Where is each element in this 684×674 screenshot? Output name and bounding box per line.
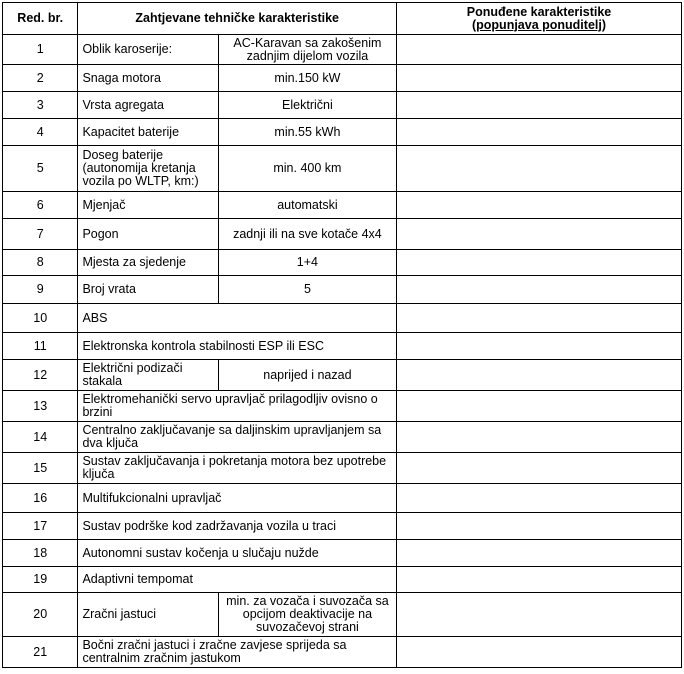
offer-cell[interactable]: [396, 146, 681, 192]
row-num: 19: [3, 567, 78, 593]
row-label: Kapacitet baterije: [78, 119, 218, 146]
offer-cell[interactable]: [396, 35, 681, 65]
row-label: Multifukcionalni upravljač: [78, 484, 397, 513]
row-value: Električni: [218, 92, 396, 119]
header-row: [3, 3, 682, 35]
row-label: Doseg baterije (autonomija kretanja vozila po WLTP, km:): [78, 146, 218, 192]
offer-cell[interactable]: [396, 250, 681, 276]
table-row: [3, 146, 682, 192]
row-value: min. za vozača i suvozača sa opcijom deaktivacije na suvozačevoj strani: [218, 593, 396, 637]
table-row: [3, 484, 682, 513]
row-label: Sustav zaključavanja i pokretanja motora bez upotrebe ključa: [78, 453, 397, 484]
offer-cell[interactable]: [396, 540, 681, 567]
table-row: [3, 453, 682, 484]
row-num: 3: [3, 92, 78, 119]
offer-cell[interactable]: [396, 219, 681, 250]
row-label: Pogon: [78, 219, 218, 250]
row-label: ABS: [78, 304, 397, 333]
row-num: 8: [3, 250, 78, 276]
table-row: [3, 35, 682, 65]
header-offered-sub: (popunjava ponuditelj): [471, 17, 606, 32]
row-value: AC-Karavan sa zakošenim zadnjim dijelom vozila: [218, 35, 396, 65]
row-num: 12: [3, 360, 78, 391]
row-value: automatski: [218, 192, 396, 219]
offer-cell[interactable]: [396, 333, 681, 360]
table-row: [3, 304, 682, 333]
row-num: 18: [3, 540, 78, 567]
row-num: 13: [3, 391, 78, 422]
header-num: Red. br.: [3, 3, 78, 35]
row-value: 1+4: [218, 250, 396, 276]
header-required: Zahtjevane tehničke karakteristike: [78, 3, 397, 35]
offer-cell[interactable]: [396, 513, 681, 540]
row-label: Zračni jastuci: [78, 593, 218, 637]
offer-cell[interactable]: [396, 192, 681, 219]
row-num: 9: [3, 276, 78, 304]
row-num: 1: [3, 35, 78, 65]
offer-cell[interactable]: [396, 304, 681, 333]
table-row: [3, 567, 682, 593]
header-offered: [396, 3, 681, 35]
row-label: Snaga motora: [78, 65, 218, 92]
row-num: 16: [3, 484, 78, 513]
row-label: Broj vrata: [78, 276, 218, 304]
offer-cell[interactable]: [396, 119, 681, 146]
table-row: [3, 92, 682, 119]
row-value: min. 400 km: [218, 146, 396, 192]
offer-cell[interactable]: [396, 453, 681, 484]
header-offered-title: Ponuđene karakteristike: [466, 4, 612, 19]
table-row: [3, 593, 682, 637]
table-row: [3, 276, 682, 304]
row-num: 17: [3, 513, 78, 540]
offer-cell[interactable]: [396, 567, 681, 593]
row-label: Vrsta agregata: [78, 92, 218, 119]
row-label: Sustav podrške kod zadržavanja vozila u traci: [78, 513, 397, 540]
offer-cell[interactable]: [396, 276, 681, 304]
table-row: [3, 391, 682, 422]
row-value: min.150 kW: [218, 65, 396, 92]
row-num: 15: [3, 453, 78, 484]
row-label: Autonomni sustav kočenja u slučaju nužde: [78, 540, 397, 567]
offer-cell[interactable]: [396, 593, 681, 637]
table-row: [3, 219, 682, 250]
row-num: 10: [3, 304, 78, 333]
row-label: Elektromehanički servo upravljač prilagodljiv ovisno o brzini: [78, 391, 397, 422]
table-row: [3, 192, 682, 219]
table-row: [3, 637, 682, 668]
row-label: Adaptivni tempomat: [78, 567, 397, 593]
row-num: 6: [3, 192, 78, 219]
row-num: 7: [3, 219, 78, 250]
row-label: Oblik karoserije:: [78, 35, 218, 65]
table-row: [3, 250, 682, 276]
row-label: Centralno zaključavanje sa daljinskim upravljanjem sa dva ključa: [78, 422, 397, 453]
table-row: [3, 422, 682, 453]
row-num: 2: [3, 65, 78, 92]
offer-cell[interactable]: [396, 422, 681, 453]
table-row: [3, 540, 682, 567]
row-value: min.55 kWh: [218, 119, 396, 146]
offer-cell[interactable]: [396, 391, 681, 422]
table-row: [3, 333, 682, 360]
spec-table: [2, 2, 682, 668]
row-num: 21: [3, 637, 78, 668]
offer-cell[interactable]: [396, 484, 681, 513]
row-label: Elektronska kontrola stabilnosti ESP ili ESC: [78, 333, 397, 360]
table-row: [3, 513, 682, 540]
offer-cell[interactable]: [396, 65, 681, 92]
row-value: 5: [218, 276, 396, 304]
offer-cell[interactable]: [396, 360, 681, 391]
offer-cell[interactable]: [396, 637, 681, 668]
row-label: Električni podizači stakala: [78, 360, 218, 391]
row-num: 11: [3, 333, 78, 360]
row-label: Mjenjač: [78, 192, 218, 219]
row-label: Mjesta za sjedenje: [78, 250, 218, 276]
row-value: zadnji ili na sve kotače 4x4: [218, 219, 396, 250]
row-num: 5: [3, 146, 78, 192]
row-num: 20: [3, 593, 78, 637]
offer-cell[interactable]: [396, 92, 681, 119]
table-row: [3, 65, 682, 92]
table-row: [3, 119, 682, 146]
row-value: naprijed i nazad: [218, 360, 396, 391]
row-num: 14: [3, 422, 78, 453]
row-num: 4: [3, 119, 78, 146]
row-label: Bočni zračni jastuci i zračne zavjese sprijeda sa centralnim zračnim jastukom: [78, 637, 397, 668]
table-row: [3, 360, 682, 391]
